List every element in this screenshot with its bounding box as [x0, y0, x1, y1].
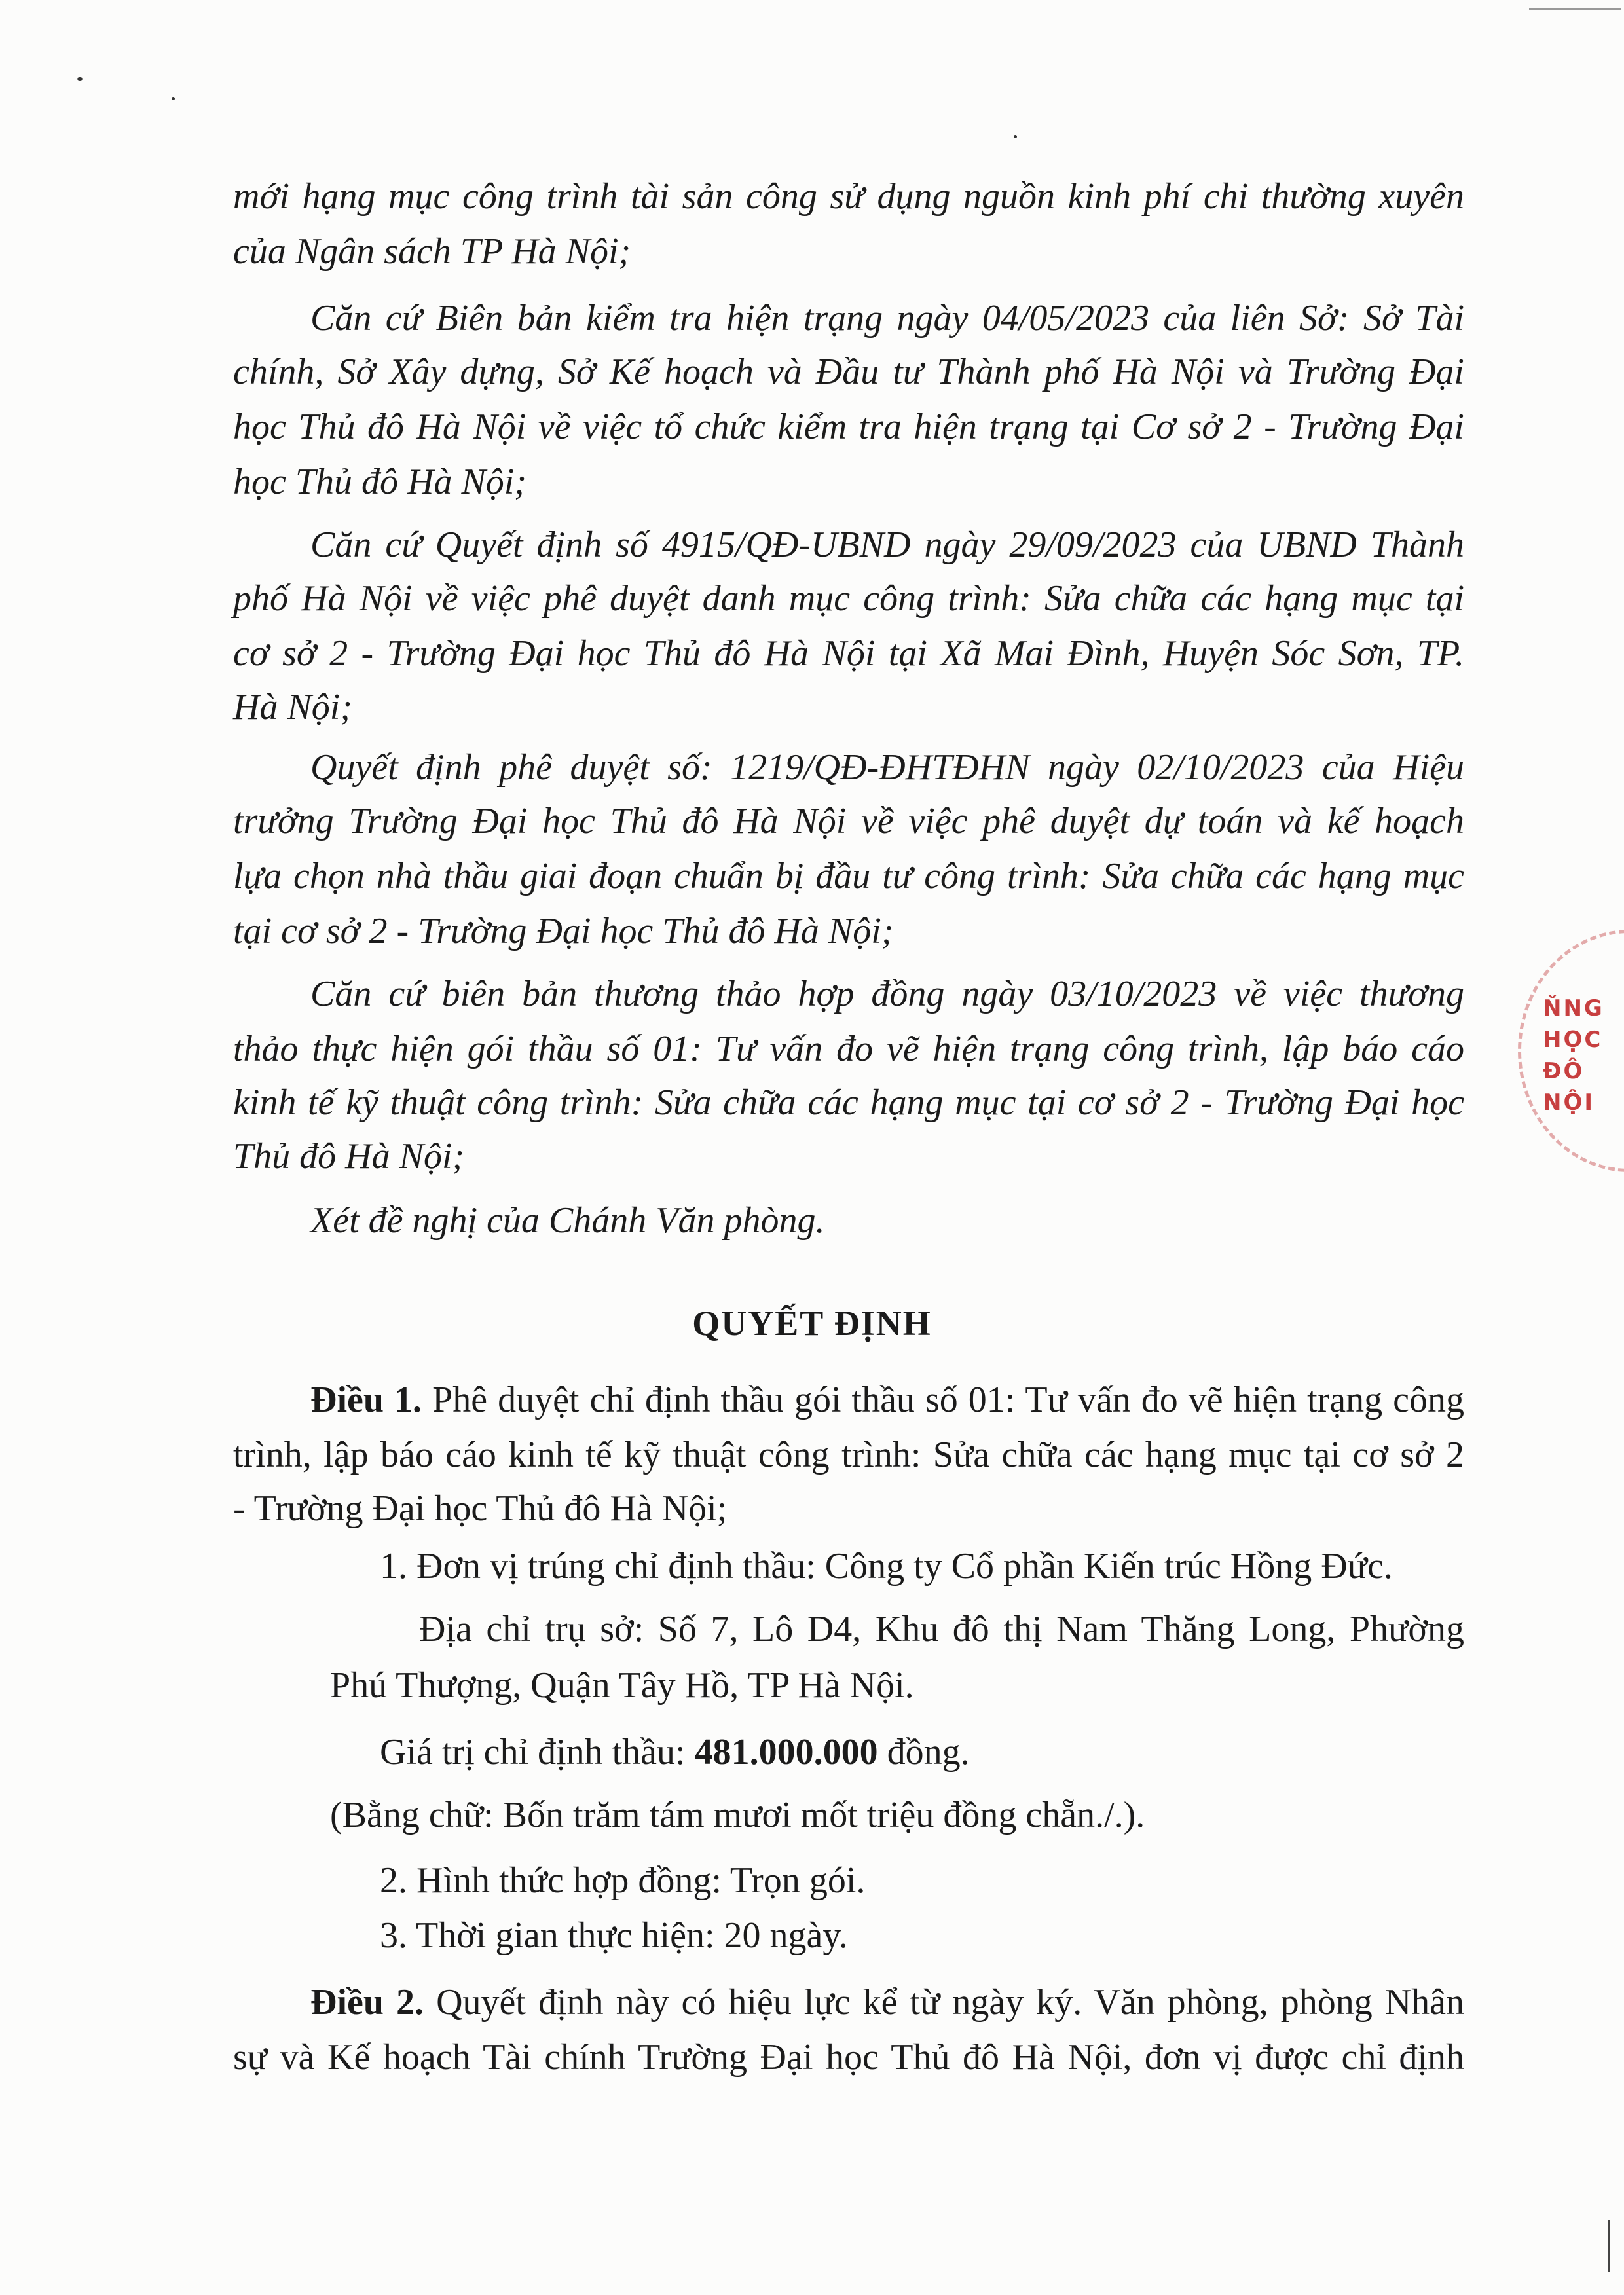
- value-suffix: đồng.: [877, 1732, 970, 1772]
- preamble-line: thảo thực hiện gói thầu số 01: Tư vấn đo vẽ hiện trạng công trình, lập báo cáo: [233, 1029, 1464, 1069]
- stamp-text: ŇNG: [1543, 995, 1604, 1021]
- scan-edge-mark: [1529, 8, 1621, 10]
- article1-value-words: (Bằng chữ: Bốn trăm tám mươi mốt triệu đồng chẵn./.).: [330, 1795, 1145, 1835]
- article1-address2: Phú Thượng, Quận Tây Hồ, TP Hà Nội.: [330, 1665, 914, 1706]
- preamble-line: Hà Nội;: [233, 687, 352, 727]
- article2-label: Điều 2.: [310, 1982, 424, 2023]
- preamble-line: học Thủ đô Hà Nội về việc tổ chức kiểm tra hiện trạng tại Cơ sở 2 - Trường Đại: [233, 407, 1464, 447]
- value-amount: 481.000.000: [694, 1732, 878, 1772]
- article1-value: [380, 1725, 1464, 1780]
- preamble-line: của Ngân sách TP Hà Nội;: [233, 231, 631, 272]
- article1-item2: 2. Hình thức hợp đồng: Trọn gói.: [380, 1860, 866, 1901]
- preamble-line: trưởng Trường Đại học Thủ đô Hà Nội về việc phê duyệt dự toán và kế hoạch: [233, 801, 1464, 841]
- scan-edge-mark: [1608, 2220, 1610, 2272]
- value-prefix: Giá trị chỉ định thầu:: [380, 1732, 695, 1772]
- preamble-line: Quyết định phê duyệt số: 1219/QĐ-ĐHTĐHN ngày 02/10/2023 của Hiệu: [310, 747, 1464, 788]
- preamble-line: kinh tế kỹ thuật công trình: Sửa chữa các hạng mục tại cơ sở 2 - Trường Đại học: [233, 1082, 1464, 1123]
- scan-speck: [172, 97, 175, 100]
- stamp-text: NỘI: [1543, 1090, 1595, 1116]
- article1-line3: - Trường Đại học Thủ đô Hà Nội;: [233, 1488, 728, 1529]
- preamble-line: Căn cứ Biên bản kiểm tra hiện trạng ngày 04/05/2023 của liên Sở: Sở Tài: [310, 298, 1464, 339]
- article1-address1: Địa chỉ trụ sở: Số 7, Lô D4, Khu đô thị Nam Thăng Long, Phường: [419, 1609, 1464, 1649]
- preamble-line: Căn cứ biên bản thương thảo hợp đồng ngày 03/10/2023 về việc thương: [310, 974, 1464, 1014]
- preamble-line: mới hạng mục công trình tài sản công sử dụng nguồn kinh phí chi thường xuyên: [233, 176, 1464, 217]
- article1-text: Phê duyệt chỉ định thầu gói thầu số 01: Tư vấn đo vẽ hiện trạng công: [432, 1380, 1465, 1420]
- preamble-line: phố Hà Nội về việc phê duyệt danh mục công trình: Sửa chữa các hạng mục tại: [233, 578, 1464, 619]
- article1-line1: [310, 1372, 1464, 1427]
- article1-item3: 3. Thời gian thực hiện: 20 ngày.: [380, 1915, 848, 1956]
- stamp-text: ĐÔ: [1543, 1058, 1585, 1084]
- preamble-line: Xét đề nghị của Chánh Văn phòng.: [310, 1200, 825, 1241]
- preamble-line: tại cơ sở 2 - Trường Đại học Thủ đô Hà Nội;: [233, 911, 894, 951]
- decision-heading: QUYẾT ĐỊNH: [692, 1304, 932, 1343]
- article2-line2: sự và Kế hoạch Tài chính Trường Đại học Thủ đô Hà Nội, đơn vị được chỉ định: [233, 2037, 1464, 2078]
- article1-line2: trình, lập báo cáo kinh tế kỹ thuật công trình: Sửa chữa các hạng mục tại cơ sở 2: [233, 1435, 1464, 1475]
- preamble-line: Thủ đô Hà Nội;: [233, 1136, 465, 1177]
- article2-line1: [310, 1975, 1464, 2030]
- preamble-line: chính, Sở Xây dựng, Sở Kế hoạch và Đầu tư Thành phố Hà Nội và Trường Đại: [233, 352, 1464, 392]
- preamble-line: học Thủ đô Hà Nội;: [233, 462, 526, 502]
- official-stamp: [1518, 923, 1624, 1185]
- article1-label: Điều 1.: [310, 1380, 422, 1420]
- scan-speck: [1014, 135, 1017, 138]
- article2-text: Quyết định này có hiệu lực kể từ ngày ký. Văn phòng, phòng Nhân: [436, 1982, 1465, 2023]
- stamp-text: HỌC: [1543, 1027, 1603, 1053]
- article1-item1: 1. Đơn vị trúng chỉ định thầu: Công ty Cổ phần Kiến trúc Hồng Đức.: [380, 1546, 1393, 1587]
- scan-speck: [77, 77, 83, 81]
- preamble-line: cơ sở 2 - Trường Đại học Thủ đô Hà Nội tại Xã Mai Đình, Huyện Sóc Sơn, TP.: [233, 633, 1464, 674]
- preamble-line: lựa chọn nhà thầu giai đoạn chuẩn bị đầu tư công trình: Sửa chữa các hạng mục: [233, 856, 1464, 896]
- preamble-line: Căn cứ Quyết định số 4915/QĐ-UBND ngày 29/09/2023 của UBND Thành: [310, 524, 1464, 565]
